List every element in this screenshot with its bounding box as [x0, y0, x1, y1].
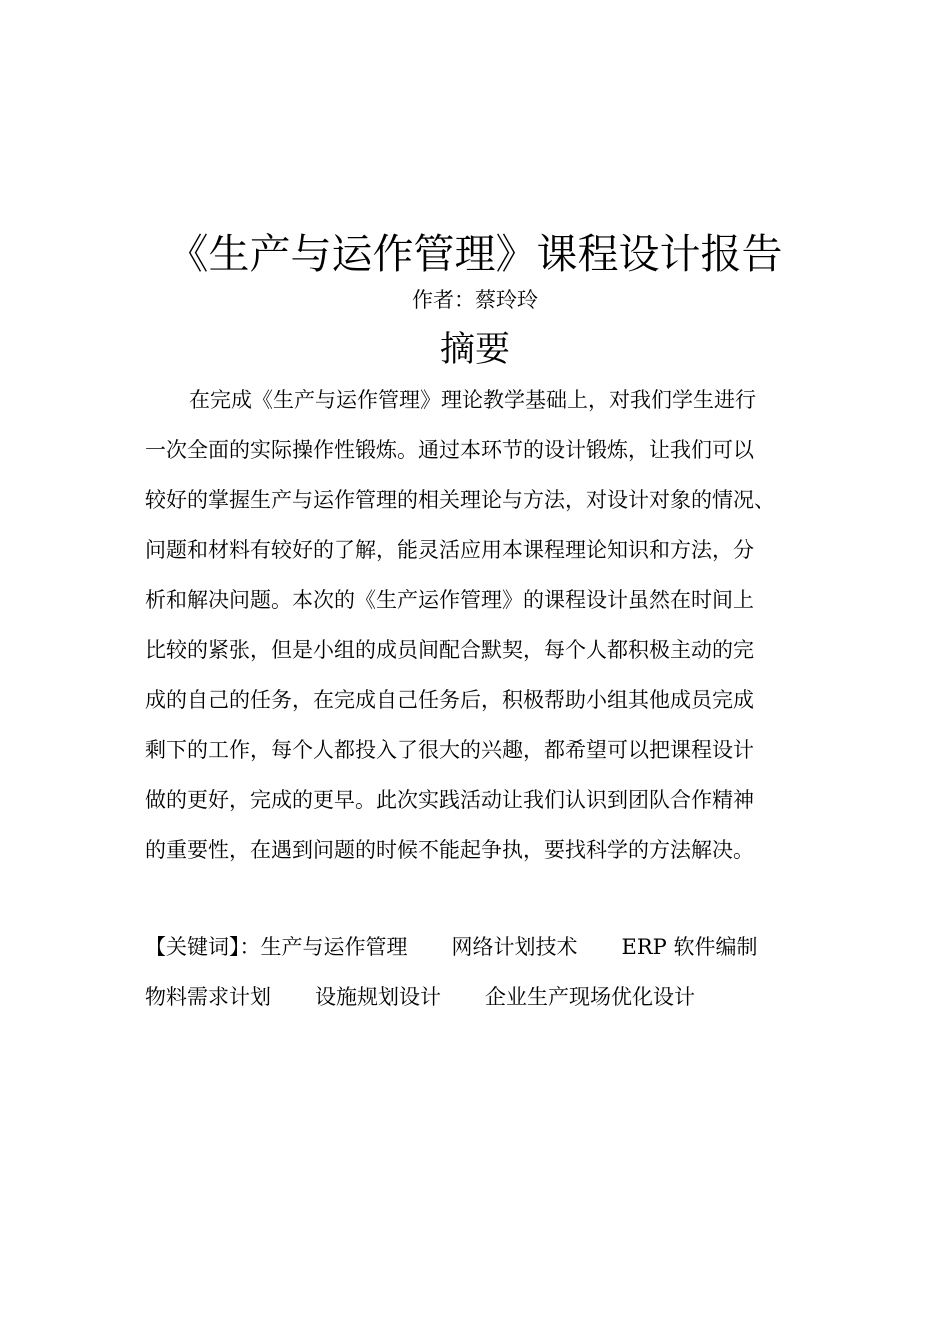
abstract-line: 在完成《生产与运作管理》理论教学基础上，对我们学生进行	[189, 388, 756, 412]
document-title: 《生产与运作管理》课程设计报告	[167, 230, 783, 278]
abstract-line: 成的自己的任务，在完成自己任务后，积极帮助小组其他成员完成	[145, 688, 754, 712]
abstract-line: 析和解决问题。本次的《生产运作管理》的课程设计虽然在时间上	[145, 588, 754, 612]
abstract-line: 做的更好，完成的更早。此次实践活动让我们认识到团队合作精神	[145, 788, 754, 812]
abstract-line: 一次全面的实际操作性锻炼。通过本环节的设计锻炼，让我们可以	[145, 438, 754, 462]
keywords-line-1	[145, 922, 825, 972]
keywords-label: 【关键词】：	[145, 935, 261, 959]
abstract-line: 的重要性，在遇到问题的时候不能起争执，要找科学的方法解决。	[145, 838, 754, 862]
abstract-line: 比较的紧张，但是小组的成员间配合默契，每个人都积极主动的完	[145, 638, 754, 662]
keyword: 设施规划设计	[315, 985, 441, 1009]
abstract-line: 问题和材料有较好的了解，能灵活应用本课程理论知识和方法，分	[145, 538, 754, 562]
keyword: ERP 软件编制	[621, 935, 758, 959]
abstract-heading: 摘要	[439, 330, 510, 370]
abstract-line: 剩下的工作，每个人都投入了很大的兴趣，都希望可以把课程设计	[145, 738, 754, 762]
keywords-line-2	[145, 972, 825, 1022]
abstract-line: 较好的掌握生产与运作管理的相关理论与方法，对设计对象的情况、	[145, 488, 775, 512]
abstract-body	[145, 375, 825, 875]
keyword: 企业生产现场优化设计	[485, 985, 695, 1009]
keywords-block	[145, 922, 825, 1022]
keyword: 网络计划技术	[451, 935, 578, 959]
author-line: 作者：蔡玲玲	[412, 288, 538, 312]
keyword: 物料需求计划	[145, 985, 271, 1009]
keyword: 生产与运作管理	[260, 935, 408, 959]
